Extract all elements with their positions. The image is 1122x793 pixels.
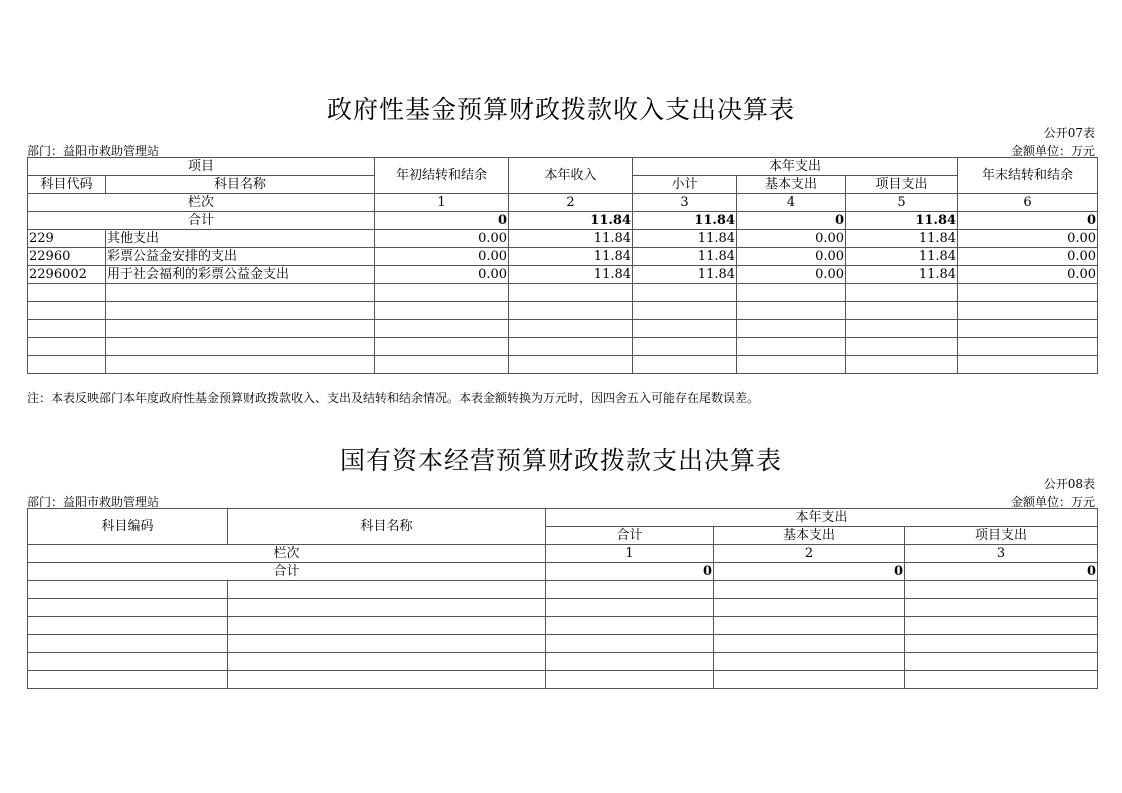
header-begin-balance: 年初结转和结余: [375, 158, 509, 194]
column-row-label: 栏次: [28, 194, 375, 212]
header-subtotal: 小计: [633, 176, 737, 194]
col-num: 5: [846, 194, 958, 212]
row-value: 0.00: [737, 266, 846, 284]
col-num: 2: [714, 545, 905, 563]
table-row: [28, 248, 1098, 266]
total-value: 0: [958, 212, 1098, 230]
row-value: 0.00: [737, 248, 846, 266]
table1-total-row: [28, 212, 1098, 230]
header-income: 本年收入: [509, 158, 633, 194]
row-value: 0.00: [958, 230, 1098, 248]
table1-column-number-row: [28, 194, 1098, 212]
col-num: 3: [905, 545, 1098, 563]
header-end-balance: 年末结转和结余: [958, 158, 1098, 194]
header-basic: 基本支出: [737, 176, 846, 194]
row-value: 0.00: [375, 230, 509, 248]
total-value: 0: [737, 212, 846, 230]
table2-column-number-row: [28, 545, 1098, 563]
col-num: 1: [375, 194, 509, 212]
header-expense: 本年支出: [546, 509, 1098, 527]
total-value: 11.84: [633, 212, 737, 230]
table1: [27, 157, 1098, 374]
header-item: 项目: [28, 158, 375, 176]
table1-title: 政府性基金预算财政拨款收入支出决算表: [326, 95, 795, 124]
table-row: [28, 230, 1098, 248]
col-num: 2: [509, 194, 633, 212]
table1-note: 注：本表反映部门本年度政府性基金预算财政拨款收入、支出及结转和结余情况。本表金额转换为万元时，因四舍五入可能存在尾数误差。: [27, 391, 760, 405]
table2-dept: 部门：益阳市救助管理站: [27, 495, 160, 509]
total-value: 0: [714, 563, 905, 581]
row-value: 11.84: [509, 248, 633, 266]
table2: [27, 508, 1098, 689]
header-basic: 基本支出: [714, 527, 905, 545]
header-name: 科目名称: [106, 176, 375, 194]
row-value: 0.00: [958, 248, 1098, 266]
row-value: 11.84: [846, 266, 958, 284]
row-value: 11.84: [846, 248, 958, 266]
empty-row: [28, 581, 1098, 599]
empty-row: [28, 671, 1098, 689]
table1-code: 公开07表: [1043, 126, 1095, 140]
total-value: 11.84: [846, 212, 958, 230]
empty-row: [28, 356, 1098, 374]
row-value: 0.00: [375, 266, 509, 284]
table1-unit: 金额单位：万元: [1010, 144, 1095, 158]
total-value: 0: [546, 563, 714, 581]
row-value: 11.84: [509, 230, 633, 248]
table2-total-row: [28, 563, 1098, 581]
total-value: 0: [905, 563, 1098, 581]
column-row-label: 栏次: [28, 545, 546, 563]
empty-row: [28, 338, 1098, 356]
empty-row: [28, 599, 1098, 617]
row-code: 229: [28, 230, 106, 248]
table2-unit: 金额单位：万元: [1010, 495, 1095, 509]
table2-code: 公开08表: [1043, 477, 1095, 491]
total-value: 11.84: [509, 212, 633, 230]
total-label: 合计: [28, 563, 546, 581]
header-total: 合计: [546, 527, 714, 545]
table1-dept: 部门：益阳市救助管理站: [27, 144, 160, 158]
col-num: 6: [958, 194, 1098, 212]
header-code: 科目代码: [28, 176, 106, 194]
header-code: 科目编码: [28, 509, 228, 545]
total-label: 合计: [28, 212, 375, 230]
empty-row: [28, 302, 1098, 320]
row-value: 11.84: [633, 248, 737, 266]
table1-header-row-1: [28, 158, 1098, 176]
row-name: 彩票公益金安排的支出: [106, 248, 375, 266]
table2-header-row-1: [28, 509, 1098, 527]
header-name: 科目名称: [228, 509, 546, 545]
header-project: 项目支出: [846, 176, 958, 194]
empty-row: [28, 635, 1098, 653]
empty-row: [28, 617, 1098, 635]
row-value: 0.00: [958, 266, 1098, 284]
row-value: 0.00: [375, 248, 509, 266]
table-row: [28, 266, 1098, 284]
table2-title: 国有资本经营预算财政拨款支出决算表: [339, 446, 782, 475]
empty-row: [28, 284, 1098, 302]
row-name: 用于社会福利的彩票公益金支出: [106, 266, 375, 284]
header-expense: 本年支出: [633, 158, 958, 176]
row-value: 11.84: [509, 266, 633, 284]
row-code: 2296002: [28, 266, 106, 284]
empty-row: [28, 320, 1098, 338]
row-code: 22960: [28, 248, 106, 266]
row-value: 11.84: [633, 230, 737, 248]
row-value: 11.84: [633, 266, 737, 284]
empty-row: [28, 653, 1098, 671]
row-name: 其他支出: [106, 230, 375, 248]
col-num: 3: [633, 194, 737, 212]
header-project: 项目支出: [905, 527, 1098, 545]
row-value: 11.84: [846, 230, 958, 248]
total-value: 0: [375, 212, 509, 230]
row-value: 0.00: [737, 230, 846, 248]
col-num: 1: [546, 545, 714, 563]
col-num: 4: [737, 194, 846, 212]
